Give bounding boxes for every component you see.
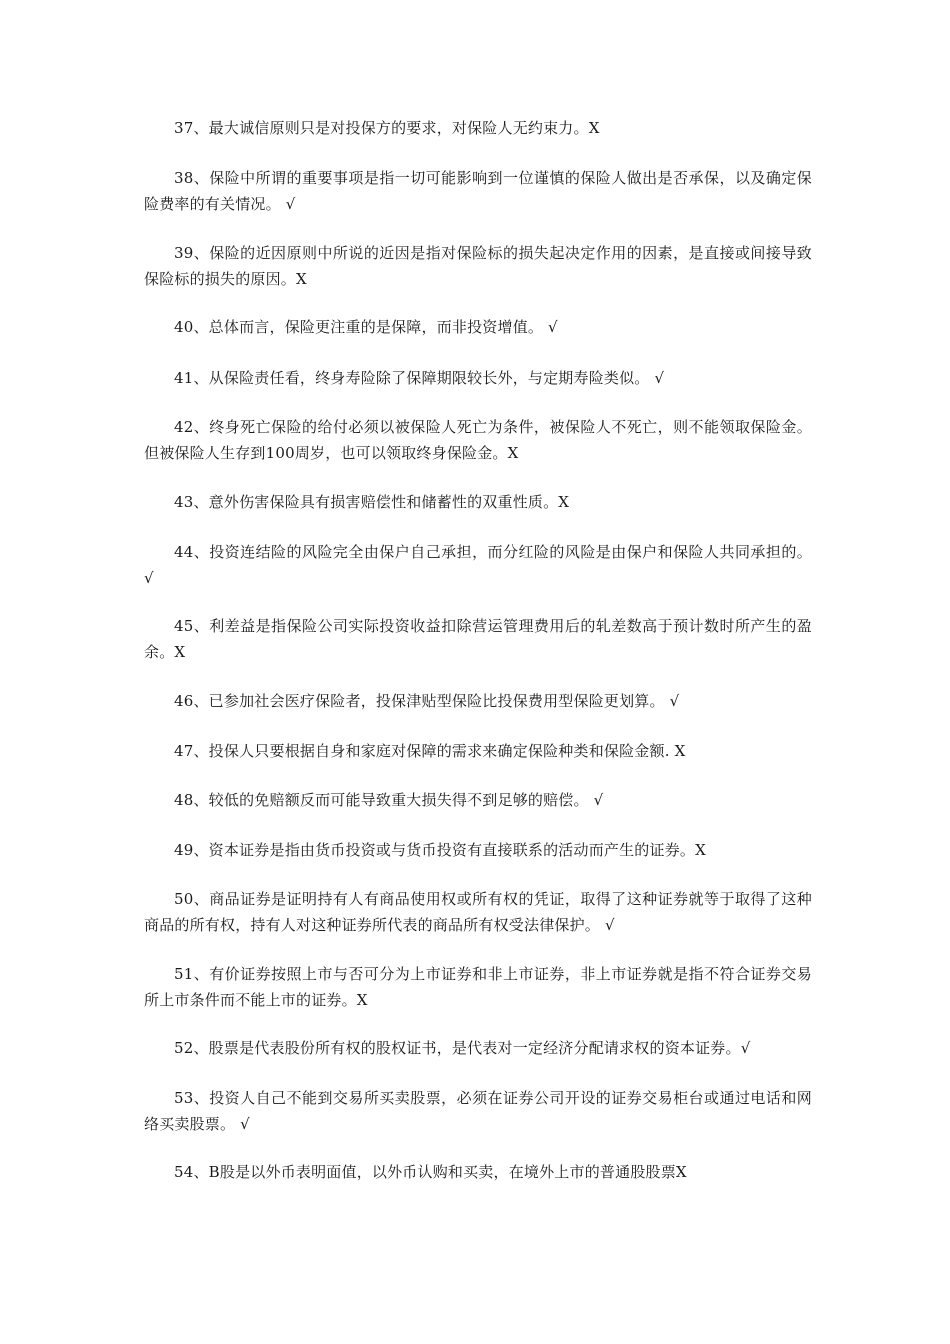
question-38: 38、保险中所谓的重要事项是指一切可能影响到一位谨慎的保险人做出是否承保，以及确定保险费率的有关情况。 √ xyxy=(144,169,812,213)
question-46: 46、已参加社会医疗保险者，投保津贴型保险比投保费用型保险更划算。 √ xyxy=(174,692,680,710)
question-50: 50、商品证券是证明持有人有商品使用权或所有权的凭证，取得了这种证券就等于取得了这种商品的所有权，持有人对这种证券所代表的商品所有权受法律保护。 √ xyxy=(144,890,812,934)
question-43: 43、意外伤害保险具有损害赔偿性和储蓄性的双重性质。X xyxy=(174,493,570,511)
question-51: 51、有价证券按照上市与否可分为上市证券和非上市证券，非上市证券就是指不符合证券交易所上市条件而不能上市的证券。X xyxy=(144,965,812,1009)
question-40: 40、总体而言，保险更注重的是保障，而非投资增值。 √ xyxy=(174,318,558,336)
question-45: 45、利差益是指保险公司实际投资收益扣除营运管理费用后的轧差数高于预计数时所产生的盈余。X xyxy=(144,617,812,661)
question-47: 47、投保人只要根据自身和家庭对保障的需求来确定保险种类和保险金额. X xyxy=(174,742,686,760)
question-53: 53、投资人自己不能到交易所买卖股票，必须在证券公司开设的证券交易柜台或通过电话和网络买卖股票。 √ xyxy=(144,1089,812,1133)
question-39: 39、保险的近因原则中所说的近因是指对保险标的损失起决定作用的因素，是直接或间接导致保险标的损失的原因。X xyxy=(144,244,812,288)
question-54: 54、B股是以外币表明面值，以外币认购和买卖，在境外上市的普通股股票X xyxy=(174,1163,687,1181)
question-44: 44、投资连结险的风险完全由保户自己承担，而分红险的风险是由保户和保险人共同承担的。 √ xyxy=(144,543,812,587)
question-41: 41、从保险责任看，终身寿险除了保障期限较长外，与定期寿险类似。 √ xyxy=(174,369,665,387)
question-48: 48、较低的免赔额反而可能导致重大损失得不到足够的赔偿。 √ xyxy=(174,791,604,809)
question-37: 37、最大诚信原则只是对投保方的要求，对保险人无约束力。X xyxy=(174,119,600,137)
question-52: 52、股票是代表股份所有权的股权证书，是代表对一定经济分配请求权的资本证券。√ xyxy=(174,1039,751,1057)
question-42: 42、终身死亡保险的给付必须以被保险人死亡为条件，被保险人不死亡，则不能领取保险金。但被保险人生存到100周岁，也可以领取终身保险金。X xyxy=(144,418,812,462)
question-49: 49、资本证券是指由货币投资或与货币投资有直接联系的活动而产生的证券。X xyxy=(174,841,706,859)
